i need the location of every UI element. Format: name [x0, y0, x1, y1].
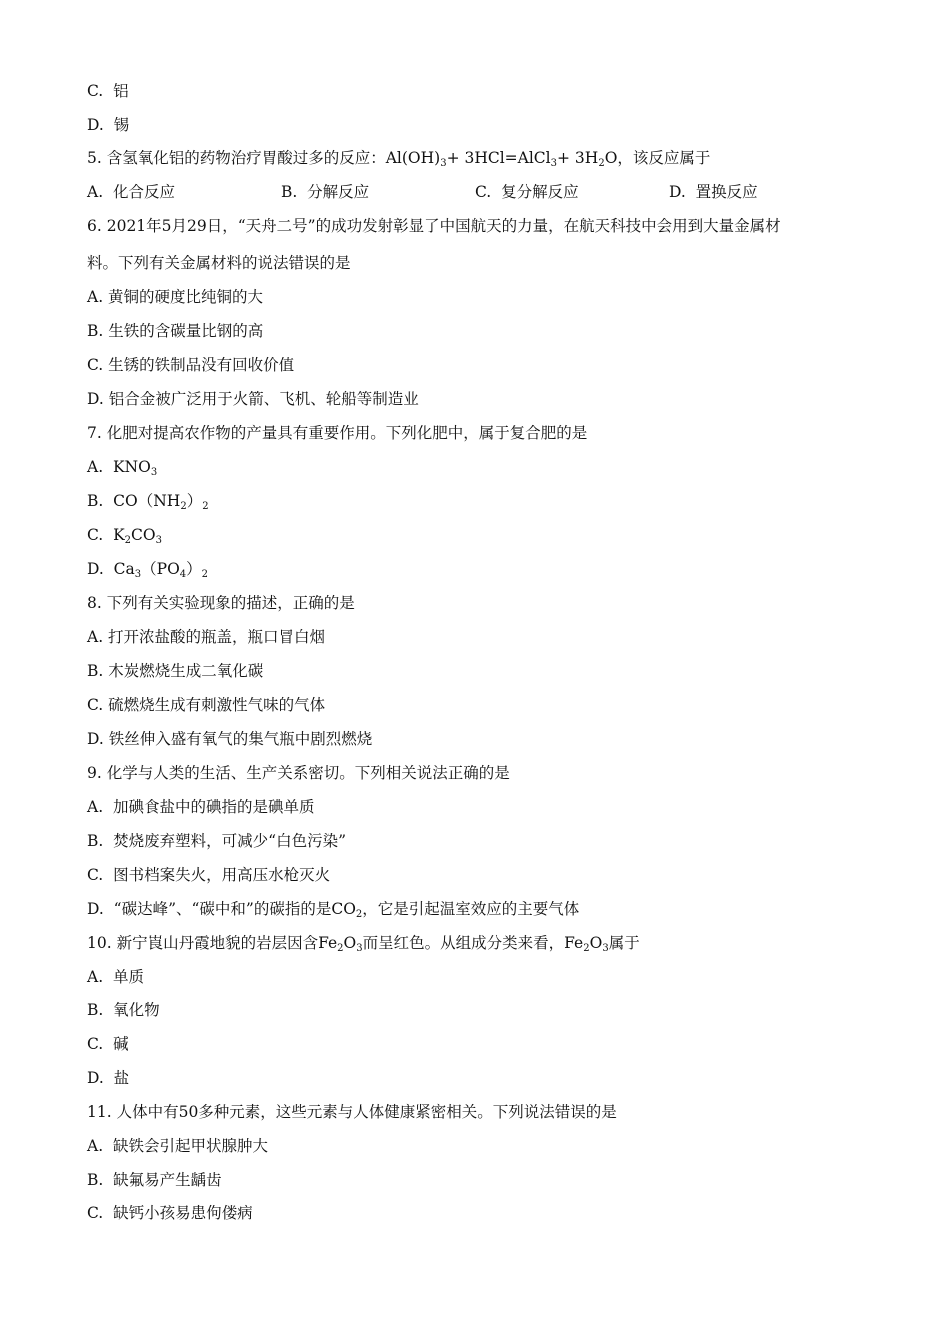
q5-option-d: D. 置换反应: [669, 183, 758, 201]
q9-option-c: C. 图书档案失火，用高压水枪灭火: [87, 866, 331, 884]
q9-option-a: A. 加碘食盐中的碘指的是碘单质: [87, 798, 315, 816]
q7-option-c: C. $K_2CO_3$: [87, 526, 162, 546]
q11-option-a: A. 缺铁会引起甲状腺肿大: [87, 1137, 268, 1155]
q8-option-d: D. 铁丝伸入盛有氧气的集气瓶中剧烈燃烧: [87, 730, 373, 748]
q6-stem-line2: 料。下列有关金属材料的说法错误的是: [87, 254, 351, 272]
q7-option-b: B. $CO(NH_2)_2$: [87, 492, 209, 512]
q7-stem: 7. 化肥对提高农作物的产量具有重要作用。下列化肥中，属于复合肥的是: [87, 424, 588, 442]
q9-option-d: D. “碳达峰”、“碳中和”的碳指的是$CO_2$，它是引起温室效应的主要气体: [87, 900, 580, 920]
q9-option-b: B. 焚烧废弃塑料，可减少“白色污染”: [87, 832, 347, 850]
q7-option-a: A. $KNO_3$: [87, 458, 158, 478]
q8-option-a: A. 打开浓盐酸的瓶盖，瓶口冒白烟: [87, 628, 326, 646]
q10-option-b: B. 氧化物: [87, 1001, 160, 1019]
q10-option-d: D. 盐: [87, 1069, 130, 1087]
q11-option-b: B. 缺氟易产生龋齿: [87, 1171, 222, 1189]
q8-option-c: C. 硫燃烧生成有刺激性气味的气体: [87, 696, 326, 714]
q11-option-c: C. 缺钙小孩易患佝偻病: [87, 1204, 253, 1222]
q10-option-c: C. 碱: [87, 1035, 129, 1053]
q9-stem: 9. 化学与人类的生活、生产关系密切。下列相关说法正确的是: [87, 764, 510, 782]
q5-stem: 5. 含氢氧化铝的药物治疗胃酸过多的反应：$Al(OH)_3+$ 3HCl=AlCl$_3$+ $3H_2O$，该反应属于: [87, 149, 711, 169]
q5-option-b: B. 分解反应: [281, 183, 370, 201]
q7-option-d: D. $Ca_3(PO_4)_2$: [87, 560, 209, 580]
q5-option-c: C. 复分解反应: [475, 183, 579, 201]
q5-option-a: A. 化合反应: [87, 183, 175, 201]
q4-option-c: C. 铝: [87, 82, 129, 100]
q6-option-b: B. 生铁的含碳量比钢的高: [87, 322, 264, 340]
q6-option-c: C. 生锈的铁制品没有回收价值: [87, 356, 295, 374]
q8-stem: 8. 下列有关实验现象的描述，正确的是: [87, 594, 355, 612]
q4-option-d: D. 锡: [87, 116, 130, 134]
q10-option-a: A. 单质: [87, 968, 144, 986]
q6-option-d: D. 铝合金被广泛用于火箭、飞机、轮船等制造业: [87, 390, 419, 408]
q8-option-b: B. 木炭燃烧生成二氧化碳: [87, 662, 264, 680]
q10-stem: 10. 新宁崀山丹霞地貌的岩层因含$Fe_2O_3$而呈红色。从组成分类来看，$Fe_2O_3$属于: [87, 934, 640, 954]
q6-stem-line1: 6. 2021年5月29日，“天舟二号”的成功发射彰显了中国航天的力量，在航天科技中会用到大量金属材: [87, 217, 781, 235]
q6-option-a: A. 黄铜的硬度比纯铜的大: [87, 288, 264, 306]
q11-stem: 11. 人体中有50多种元素，这些元素与人体健康紧密相关。下列说法错误的是: [87, 1103, 617, 1121]
